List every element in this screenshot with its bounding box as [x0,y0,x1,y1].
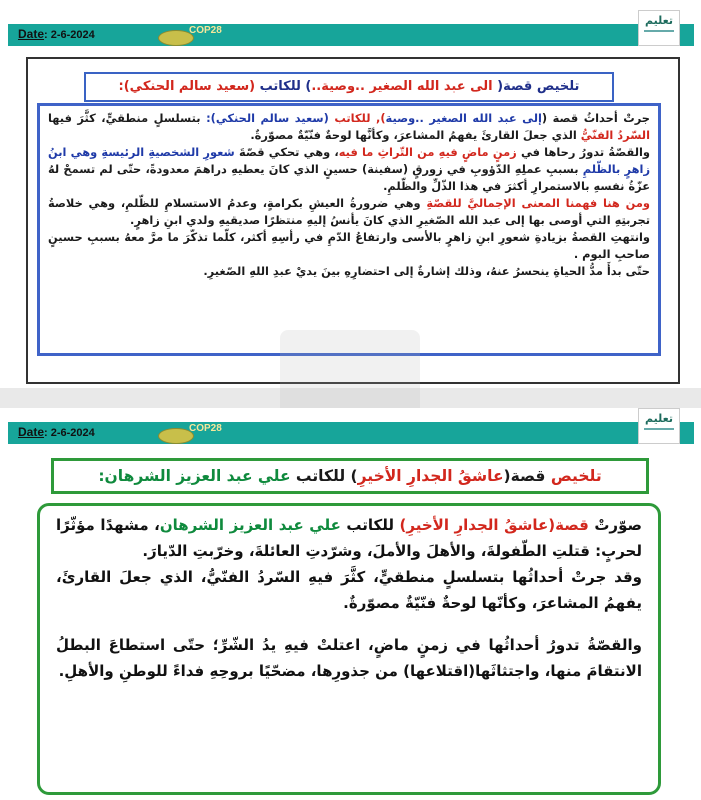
ministry-logo: تعليم [638,10,680,46]
summary-title: تلخيص قصة(عاشقُ الجدارِ الأخيرِ) للكاتب علي عبد العزيز الشرهان: [51,458,649,494]
paragraph-ending: وانتهتِ القصةُ بزيادةِ شعورِ ابنِ زاهرٍ بالأسى وارتفاعُ الدّمِ في رأسِهِ أكثر، كلّما تذكّرَ ما مرَّ معهُ بسببِ حسينٍ صاحبِ البوم . [48,230,650,261]
paragraph-events: جرتْ أحداثُ قصة (إلى عبد الله الصغير ..وصية), للكاتب (سعيد سالم الحنكي): بتسلسلٍ منطقيٍّ، كثَّرَ فيها السّردُ الفنّيُّ الذي جعلَ القارئَ يفهمُ المشاعرَ، وكأنَّها لوحةٌ فنّيّةٌ مصوّرةٌ. [48,111,650,142]
ministry-logo: تعليم [638,408,680,444]
cop28-logo: COP28 [158,423,220,443]
summary-body [37,503,661,795]
header-band [8,412,694,444]
summary-title: تلخيص قصة( الى عبد الله الصغير ..وصية..) للكاتب (سعيد سالم الحنكي): [84,72,614,102]
paragraph-setting: والقصّةُ تدورُ رحاها في زمنٍ ماضٍ فيهِ من التّراثِ ما فيه، وهي تحكي قصّةَ شعورِ الشخصيةِ الرئيسةِ وهي ابنُ زاهرٍ بالظّلمِ بسببِ عملِهِ الدّؤوبِ في زورقٍ (سفينة) حسينٍ الذي كانَ يعطيهِ دراهمَ معدودةً، حتّى لم تسمحْ لهُ عزّةُ نفسهِ بالاستمرارِ أكثرَ في هذا الذّلِّ والظّلمِ. [48,145,650,193]
paragraph-events: وقد جرتْ أحداثُها بتسلسلٍ منطقيٍّ، كثَّرَ فيهِ السّردُ الفنّيُّ، الذي جعلَ القارئَ، يفهمُ المشاعرَ، وكأنّها لوحةٌ فنّيّةٌ مصوّرةٌ. [56,568,642,612]
date-label: Date: 2-6-2024 [18,27,95,41]
header-band [8,14,694,46]
summary-body [37,103,661,356]
paragraph-death: حتّى بدأَ مدُّ الحياةِ ينحسرُ عنهُ، وذلك إشارةٌ إلى احتضارِهِ بينَ يديْ عبدِ اللهِ الصّغيرِ. [203,264,650,278]
paragraph-setting: والقصّةُ تدورُ أحداثُها في زمنٍ ماضٍ، اعتلتْ فيهِ يدُ الشّرِّ؛ حتّى استطاعَ البطلُ الانتقامَ منها، واجتثاثَها(اقتلاعها) من جذورِها، مضحّيًا بروحِهِ فداءً للوطنِ والأهلِ. [56,636,642,680]
date-label: Date: 2-6-2024 [18,425,95,439]
paragraph-meaning: ومن هنا فهمنا المعنى الإجماليَّ للقصّةِ وهي ضرورةُ العيشِ بكرامةٍ، وعدمُ الاستسلامِ للظّلمِ، وهي خلاصةُ تجربتِهِ التي أوصى بها إلى عبد الله الصّغيرِ الذي كانَ يأنسُ إليهِ منتظرًا صديقيهِ ولدي ابنِ زاهرٍ. [48,196,650,227]
cop28-logo: COP28 [158,25,220,45]
paragraph-intro: صوّرتْ قصة(عاشقُ الجدارِ الأخيرِ) للكاتب علي عبد العزيز الشرهان، مشهدًا مؤثّرًا لحربٍ: قتلتِ الطّفولةَ، والأهلَ والأملَ، وشرّدتِ العائلةَ، وخرّبتِ الدّيارَ. [56,516,642,560]
worksheet-page-2 [0,408,701,800]
